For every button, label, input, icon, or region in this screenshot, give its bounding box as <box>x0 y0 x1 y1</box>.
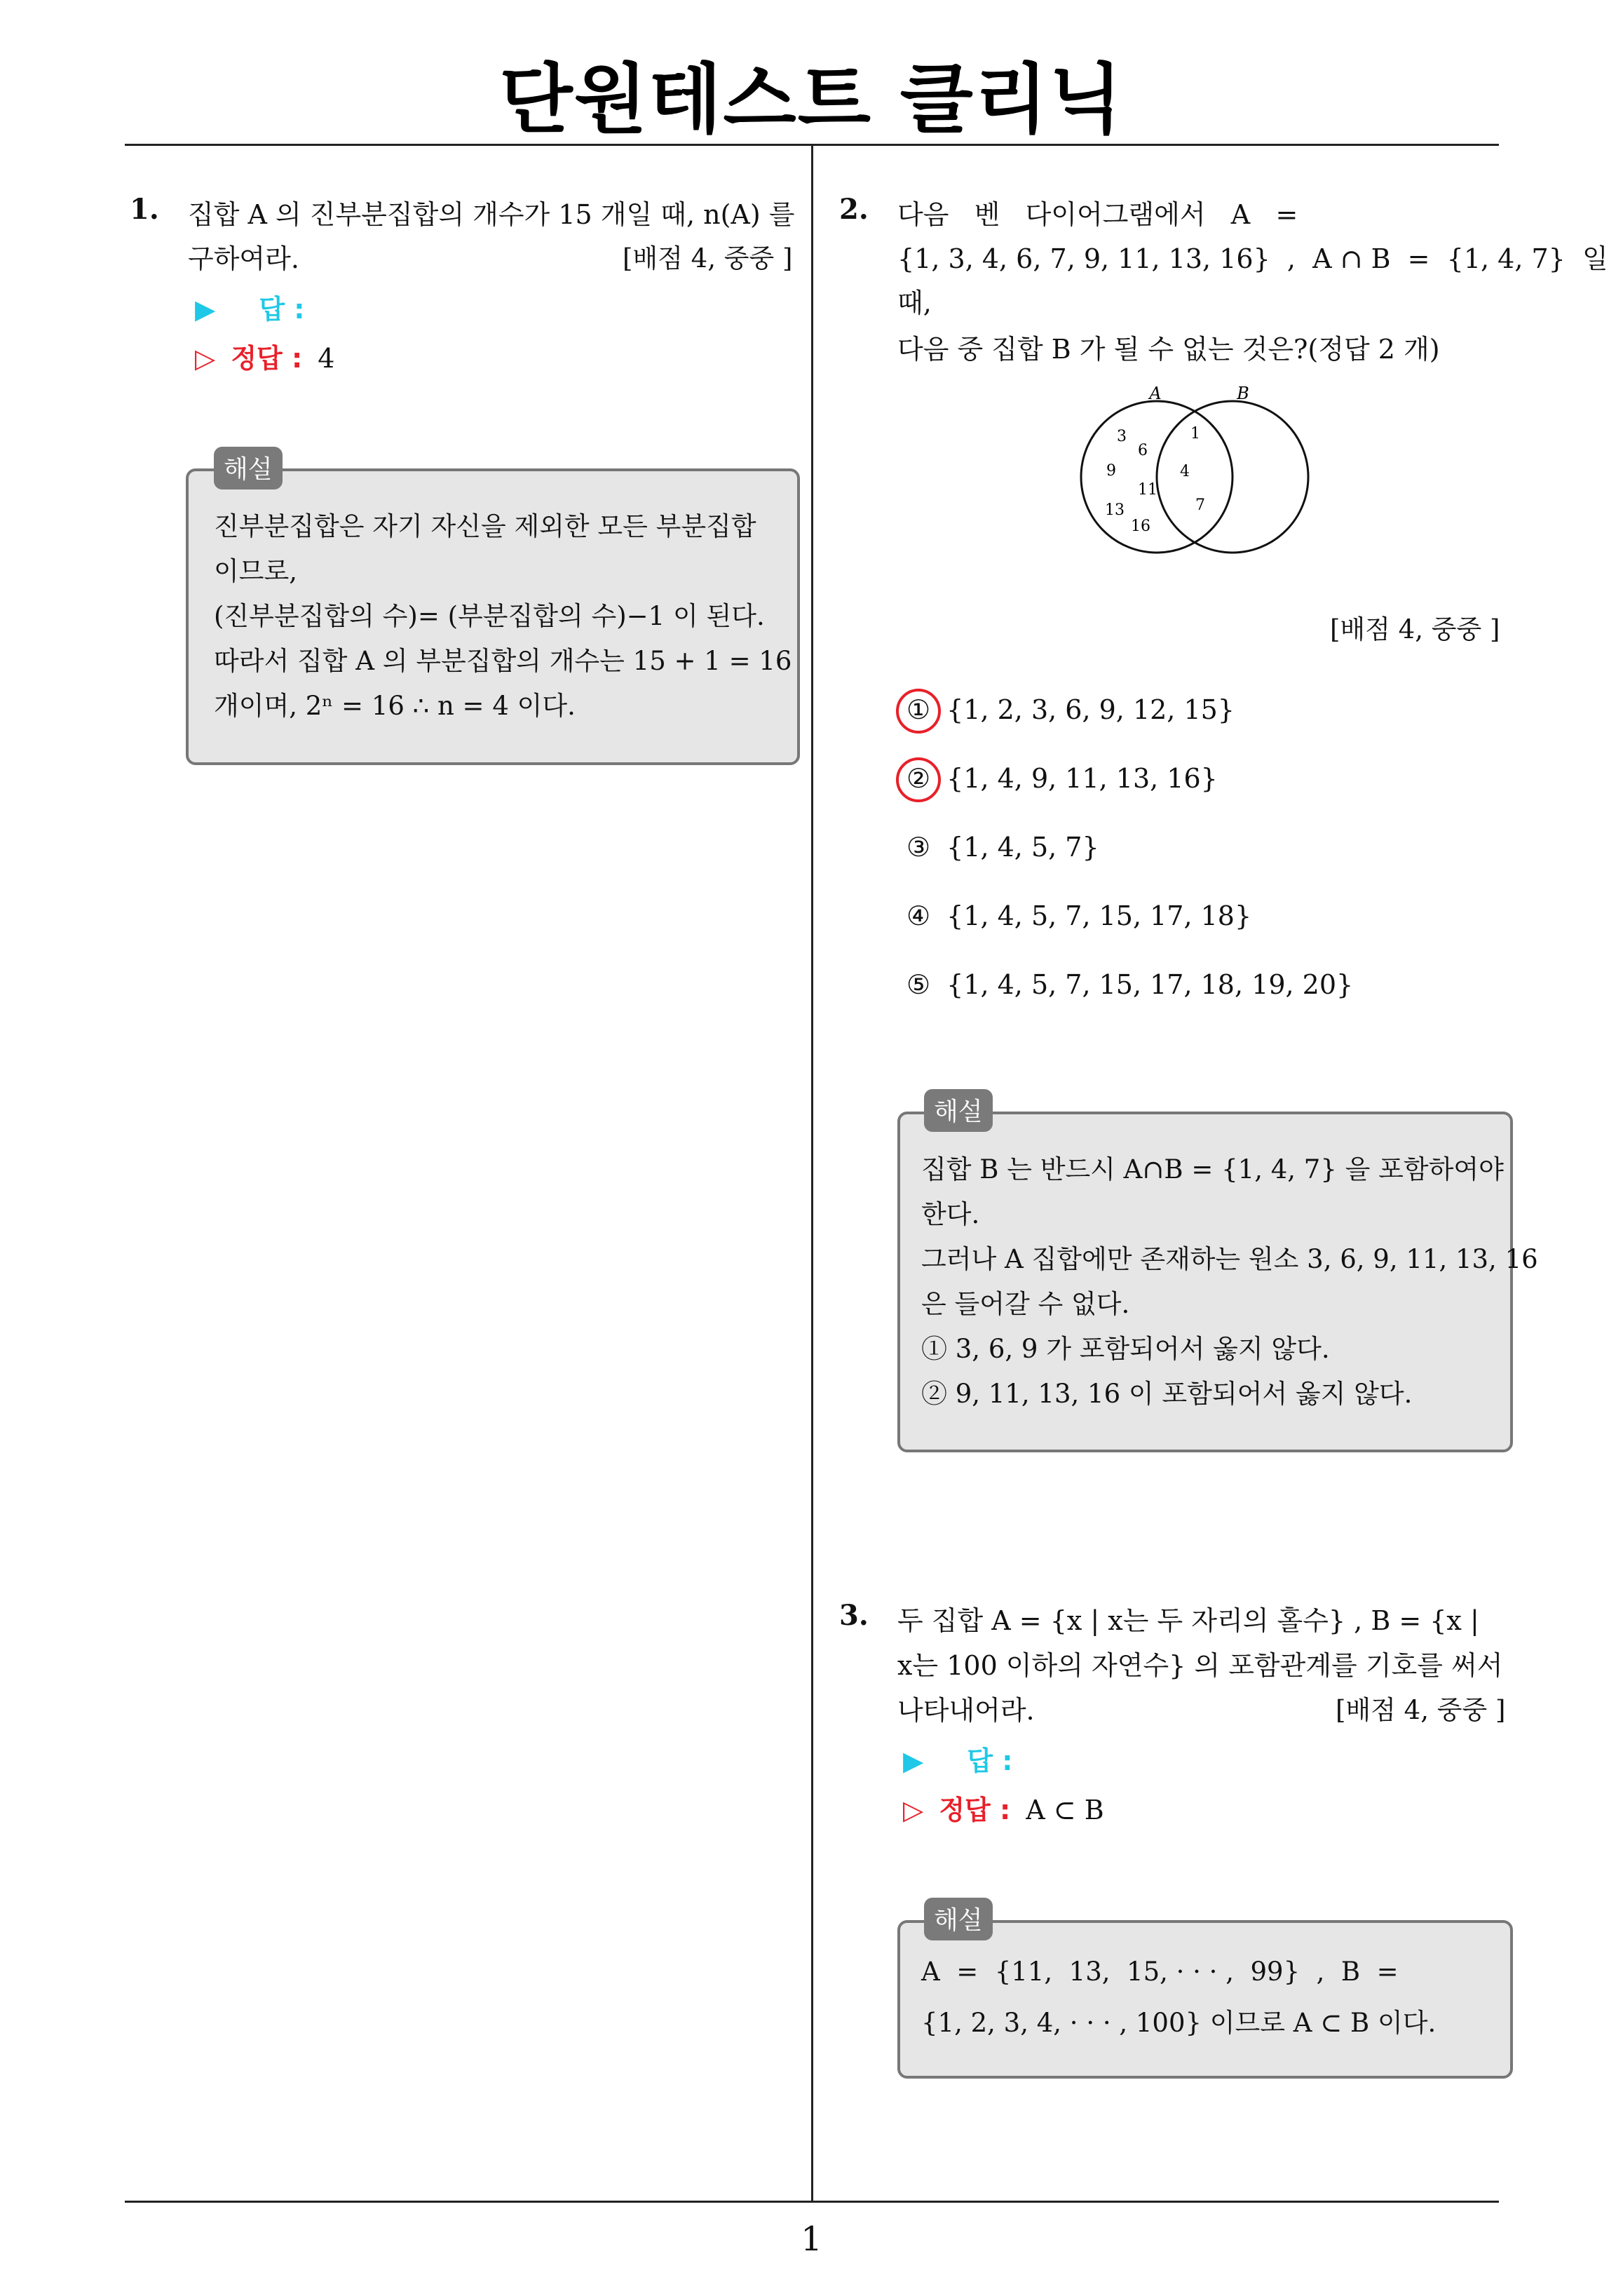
venn-diagram <box>1073 382 1339 565</box>
explanation-line: 집합 B 는 반드시 A∩B = {1, 4, 7} 을 포함하여야 <box>921 1154 1504 1184</box>
question-text-line: 때, <box>897 288 932 318</box>
choice-mark: ③ <box>906 832 931 863</box>
choice-mark: ① <box>899 694 938 725</box>
correct-value: A ⊂ B <box>1026 1795 1104 1825</box>
footer-rule <box>125 2201 1499 2203</box>
choice-1[interactable] <box>899 694 1235 725</box>
answer-row[interactable] <box>903 1739 1012 1778</box>
question-number: 1. <box>130 193 159 226</box>
question-number: 3. <box>839 1599 869 1632</box>
answer-label: 답 : <box>259 294 305 325</box>
explanation-line: 이므로, <box>214 556 297 586</box>
explanation-box <box>186 468 800 765</box>
correct-answer-row <box>903 1788 1104 1827</box>
choice-mark: ⑤ <box>906 969 931 1000</box>
choice-mark: ② <box>899 763 938 794</box>
venn-element: 3 <box>1117 428 1127 445</box>
question-text-line: x는 100 이하의 자연수} 의 포함관계를 기호를 써서 <box>897 1650 1503 1681</box>
explanation-line: 은 들어갈 수 없다. <box>921 1289 1130 1319</box>
explanation-box <box>897 1920 1513 2079</box>
column-divider <box>811 146 813 2201</box>
triangle-outline-icon: ▷ <box>195 343 216 374</box>
explanation-box <box>897 1112 1538 1452</box>
score-label: [배점 4, 중중 ] <box>623 243 793 274</box>
explanation-line: ① 3, 6, 9 가 포함되어서 옳지 않다. <box>921 1334 1330 1364</box>
choice-5[interactable] <box>899 969 1353 1000</box>
explanation-tab: 해설 <box>214 447 283 489</box>
explanation-line: 따라서 집합 A 의 부분집합의 개수는 15 + 1 = 16 <box>214 646 792 676</box>
question-text-line: 구하여라. <box>188 243 299 274</box>
page-title: 단원테스트 클리닉 <box>499 56 1124 144</box>
choice-mark: ④ <box>906 900 931 931</box>
explanation-line: (진부분집합의 수)= (부분집합의 수)−1 이 된다. <box>214 601 765 631</box>
venn-element: 4 <box>1180 463 1190 480</box>
explanation-line: A = {11, 13, 15, · · · , 99} , B = <box>921 1957 1399 1987</box>
venn-element: 1 <box>1190 425 1200 443</box>
choice-text: {1, 4, 5, 7, 15, 17, 18, 19, 20} <box>946 969 1354 1000</box>
triangle-outline-icon: ▷ <box>903 1795 924 1825</box>
venn-element: 6 <box>1138 442 1148 459</box>
explanation-line: 한다. <box>921 1199 980 1229</box>
answer-label: 답 : <box>967 1745 1013 1776</box>
score-label: [배점 4, 중중 ] <box>1330 614 1500 644</box>
question-text-line: {1, 3, 4, 6, 7, 9, 11, 13, 16} , A ∩ B = {1, 4, 7} 일 <box>897 243 1608 274</box>
play-icon: ▶ <box>903 1745 924 1776</box>
answer-row[interactable] <box>195 288 304 326</box>
choice-2[interactable] <box>899 763 1218 794</box>
correct-label: 정답 : <box>939 1795 1011 1825</box>
explanation-line: ② 9, 11, 13, 16 이 포함되어서 옳지 않다. <box>921 1379 1413 1409</box>
choice-text: {1, 4, 5, 7, 15, 17, 18} <box>946 900 1252 931</box>
question-text-line <box>897 193 1514 231</box>
question-text-line: 나타내어라. <box>897 1695 1035 1726</box>
score-label: [배점 4, 중중 ] <box>1336 1695 1506 1725</box>
set-b-label: B <box>1237 384 1249 403</box>
question-text-fragment: 다음 벤 다이어그램에서 A = <box>897 199 1298 230</box>
set-a-label: A <box>1149 384 1162 403</box>
question-text-line: 집합 A 의 진부분집합의 개수가 15 개일 때, n(A) 를 <box>188 199 795 230</box>
explanation-tab: 해설 <box>924 1089 993 1132</box>
explanation-line: {1, 2, 3, 4, · · · , 100} 이므로 A ⊂ B 이다. <box>921 2008 1437 2038</box>
correct-answer-row <box>195 337 334 375</box>
question-text-line: 다음 중 집합 B 가 될 수 없는 것은?(정답 2 개) <box>897 334 1440 365</box>
choice-text: {1, 4, 9, 11, 13, 16} <box>946 763 1218 794</box>
play-icon: ▶ <box>195 294 216 325</box>
choice-text: {1, 4, 5, 7} <box>946 832 1099 863</box>
question-text-line: 두 집합 A = {x | x는 두 자리의 홀수} , B = {x | <box>897 1605 1479 1636</box>
venn-element: 7 <box>1195 497 1205 514</box>
venn-element: 13 <box>1105 501 1125 519</box>
correct-label: 정답 : <box>231 343 303 374</box>
venn-element: 9 <box>1106 462 1116 480</box>
correct-value: 4 <box>318 343 335 374</box>
question-number: 2. <box>839 193 869 226</box>
choice-4[interactable] <box>899 900 1251 931</box>
page-number: 1 <box>801 2220 822 2259</box>
explanation-line: 그러나 A 집합에만 존재하는 원소 3, 6, 9, 11, 13, 16 <box>921 1244 1538 1274</box>
explanation-line: 개이며, 2ⁿ = 16 ∴ n = 4 이다. <box>214 691 576 721</box>
explanation-line: 진부분집합은 자기 자신을 제외한 모든 부분집합 <box>214 511 756 541</box>
venn-element: 16 <box>1131 518 1150 535</box>
choice-3[interactable] <box>899 832 1099 863</box>
choice-text: {1, 2, 3, 6, 9, 12, 15} <box>946 694 1235 725</box>
venn-element: 11 <box>1138 481 1157 499</box>
explanation-tab: 해설 <box>924 1898 993 1940</box>
